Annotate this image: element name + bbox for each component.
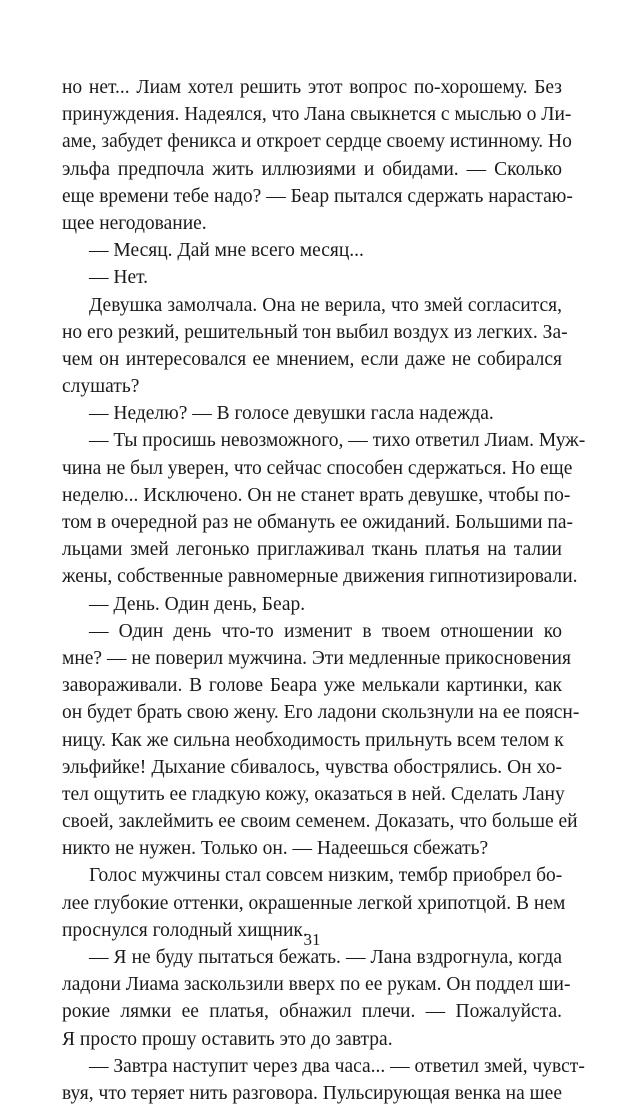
text-line: слушать? (62, 376, 140, 398)
text-line: своей, заклеймить ее своим семенем. Доказать, что больше ей (62, 811, 578, 833)
text-line: вуя, что теряет нить разговора. Пульсирующая венка на шее (62, 1082, 562, 1104)
text-line: чем он интересовался ее мнением, если даже не собирался (62, 348, 562, 370)
text-line: щее негодование. (62, 212, 207, 234)
text-line: рокие лямки ее платья, обнажил плечи. — Пожалуйста. (62, 1001, 562, 1023)
text-line: эльфийке! Дыхание сбивалось, чувства обострялись. Он хо- (62, 756, 562, 778)
text-line: — Нет. (89, 267, 149, 289)
book-page-text (62, 74, 586, 1107)
text-line: он будет брать свою жену. Его ладони скользнули на ее поясн- (62, 702, 580, 724)
text-line: эльфа предпочла жить иллюзиями и обидами. — Сколько (62, 158, 562, 180)
text-line: — Неделю? — В голосе девушки гасла надежда. (89, 403, 494, 425)
page-number: 31 (303, 930, 321, 949)
text-line: но нет... Лиам хотел решить этот вопрос по-хорошему. Без (62, 77, 562, 98)
text-line: — Один день что-то изменит в твоем отношении ко (89, 620, 562, 642)
text-line: — Месяц. Дай мне всего месяц... (89, 240, 364, 262)
text-line: лее глубокие оттенки, окрашенные легкой хрипотцой. В нем (62, 892, 566, 914)
text-line: Голос мужчины стал совсем низким, тембр приобрел бо- (89, 865, 563, 887)
text-line: завораживали. В голове Беара уже мелькали картинки, как (62, 675, 562, 697)
text-line: но его резкий, решительный тон выбил воздух из легких. За- (62, 321, 568, 343)
text-line: Девушка замолчала. Она не верила, что змей согласится, (89, 294, 562, 316)
text-line: Я просто прошу оставить это до завтра. (62, 1028, 393, 1050)
text-line: — Завтра наступит через два часа... — ответил змей, чувст- (89, 1055, 585, 1077)
text-line: ницу. Как же сильна необходимость прильнуть всем телом к (62, 729, 564, 751)
text-line: никто не нужен. Только он. — Надеешься сбежать? (62, 838, 489, 860)
text-line: проснулся голодный хищник. (62, 919, 308, 941)
text-line: ладони Лиама заскользили вверх по ее рукам. Он поддел ши- (62, 974, 571, 996)
text-line: — Я не буду пытаться бежать. — Лана вздрогнула, когда (89, 947, 562, 968)
text-line: принуждения. Надеялся, что Лана свыкнется с мыслью о Ли- (62, 104, 572, 126)
text-line: чина не был уверен, что сейчас способен сдержаться. Но еще (62, 457, 573, 479)
text-line: неделю... Исключено. Он не станет врать девушке, чтобы по- (62, 484, 571, 506)
text-line: мне? — не поверил мужчина. Эти медленные прикосновения (62, 647, 571, 669)
text-line: тел ощутить ее гладкую кожу, оказаться в ней. Сделать Лану (62, 783, 565, 805)
text-line: льцами змей легонько приглаживал ткань платья на талии (62, 539, 562, 561)
text-line: — День. Один день, Беар. (89, 593, 306, 615)
text-line: аме, забудет феникса и откроет сердце своему истинному. Но (62, 131, 572, 153)
text-line: том в очередной раз не обмануть ее ожиданий. Большими па- (62, 512, 573, 533)
text-line: еще времени тебе надо? — Беар пытался сдержать нарастаю- (62, 185, 573, 207)
text-line: жены, собственные равномерные движения гипнотизировали. (62, 566, 578, 588)
text-line: — Ты просишь невозможного, — тихо ответил Лиам. Муж- (89, 430, 586, 452)
